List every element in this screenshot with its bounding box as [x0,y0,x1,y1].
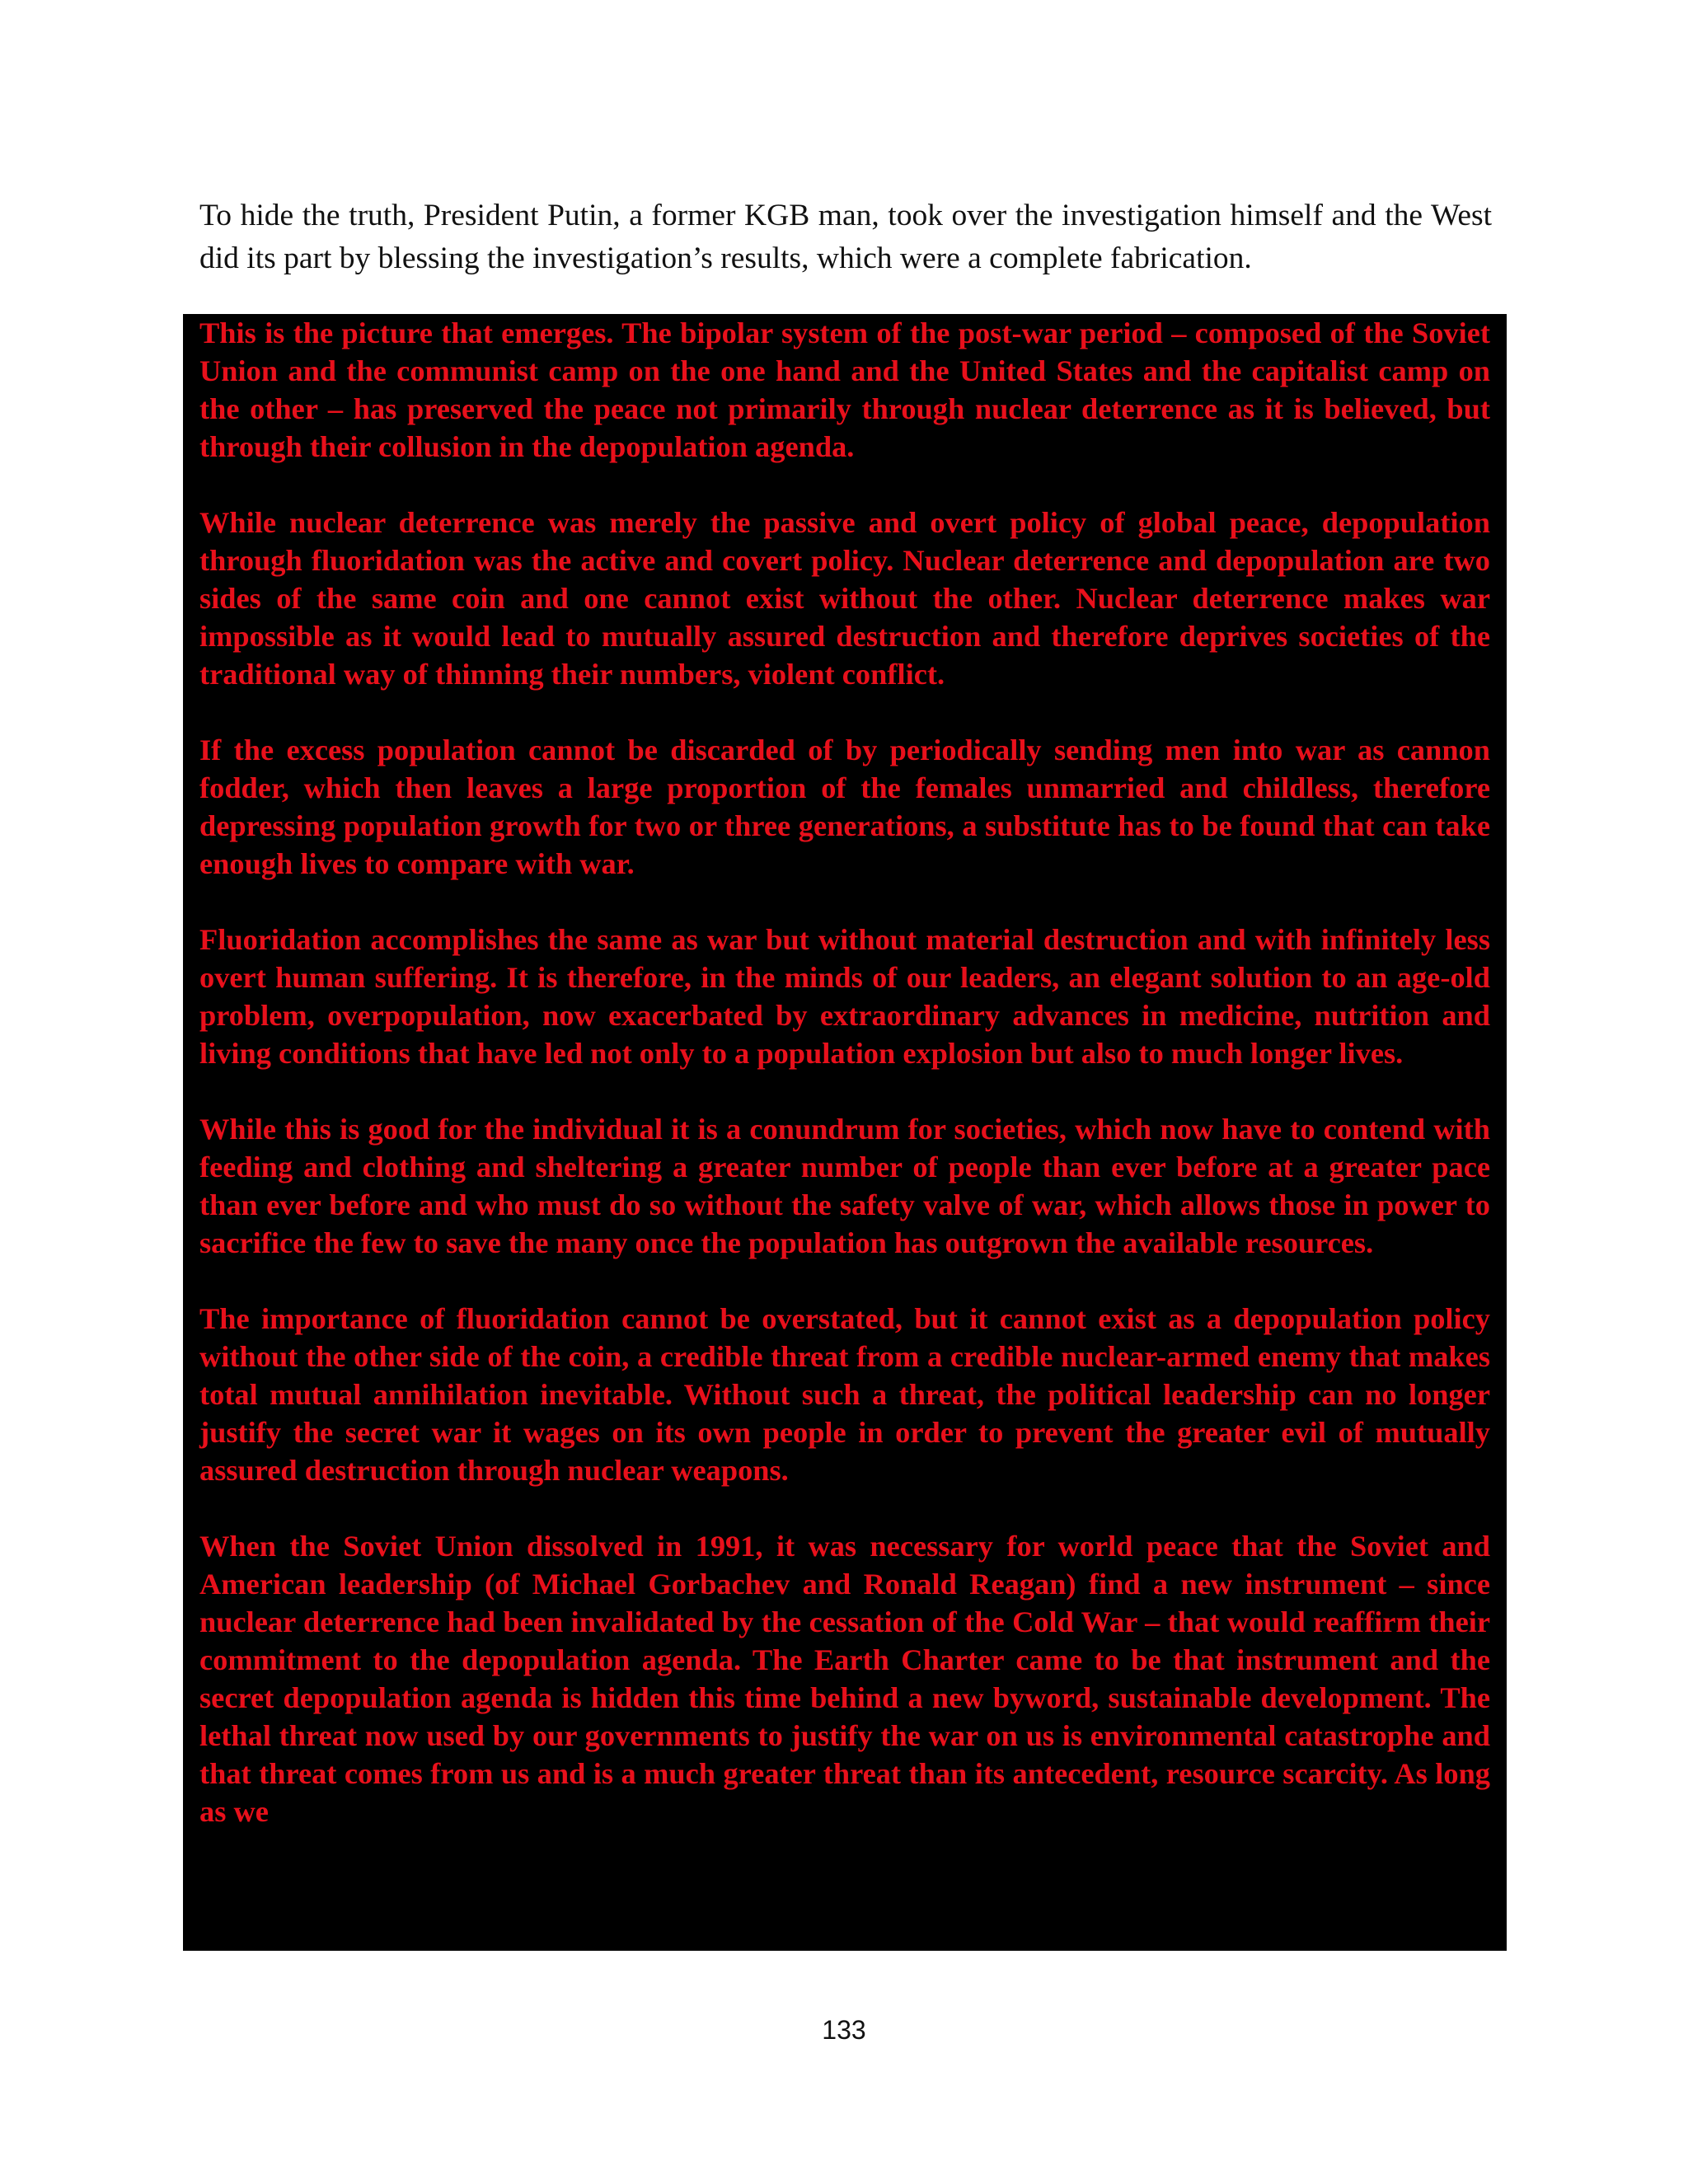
page-number: 133 [822,2015,866,2045]
highlighted-text-block [183,314,1507,1951]
highlighted-paragraph-5: While this is good for the individual it is a conundrum for societies, which now have to contend with feeding and clothing and sheltering a greater number of people than ever before at a greater pace than ever before and who must do so without the safety valve of war, which allows those in power to sacrifice the few to save the many once the population has outgrown the available resources. [199,1113,1490,1259]
intro-paragraph: To hide the truth, President Putin, a former KGB man, took over the investigation himself and the West did its part by blessing the investigation’s results, which were a complete fabrication. [199,199,1492,275]
highlighted-paragraph-2: While nuclear deterrence was merely the passive and overt policy of global peace, depopulation through fluoridation was the active and covert policy. Nuclear deterrence and depopulation are two sides of the same coin and one cannot exist without the other. Nuclear deterrence makes war impossible as it would lead to mutually assured destruction and therefore deprives societies of the traditional way of thinning their numbers, violent conflict. [199,506,1490,691]
highlighted-text-content [199,314,1490,1868]
highlighted-paragraph-6: The importance of fluoridation cannot be overstated, but it cannot exist as a depopulation policy without the other side of the coin, a credible threat from a credible nuclear-armed enemy that makes total mutual annihilation inevitable. Without such a threat, the political leadership can no longer justify the secret war it wages on its own people in order to prevent the greater evil of mutually assured destruction through nuclear weapons. [199,1302,1490,1487]
highlighted-paragraph-3: If the excess population cannot be discarded of by periodically sending men into war as cannon fodder, which then leaves a large proportion of the females unmarried and childless, therefore depressing population growth for two or three generations, a substitute has to be found that can take enough lives to compare with war. [199,733,1490,880]
highlighted-paragraph-7: When the Soviet Union dissolved in 1991, it was necessary for world peace that the Soviet and American leadership (of Michael Gorbachev and Ronald Reagan) find a new instrument – since nuclear deterrence had been invalidated by the cessation of the Cold War – that would reaffirm their commitment to the depopulation agenda. The Earth Charter came to be that instrument and the secret depopulation agenda is hidden this time behind a new byword, sustainable development. The lethal threat now used by our governments to justify the war on us is environmental catastrophe and that threat comes from us and is a much greater threat than its antecedent, resource scarcity. As long as we [199,1530,1490,1828]
highlighted-paragraph-1: This is the picture that emerges. The bipolar system of the post-war period – composed of the Soviet Union and the communist camp on the one hand and the United States and the capitalist camp on the other – has preserved the peace not primarily through nuclear deterrence as it is believed, but through their collusion in the depopulation agenda. [199,316,1490,463]
highlighted-paragraph-4: Fluoridation accomplishes the same as war but without material destruction and with infinitely less overt human suffering. It is therefore, in the minds of our leaders, an elegant solution to an age-old problem, overpopulation, now exacerbated by extraordinary advances in medicine, nutrition and living conditions that have led not only to a population explosion but also to much longer lives. [199,923,1490,1070]
